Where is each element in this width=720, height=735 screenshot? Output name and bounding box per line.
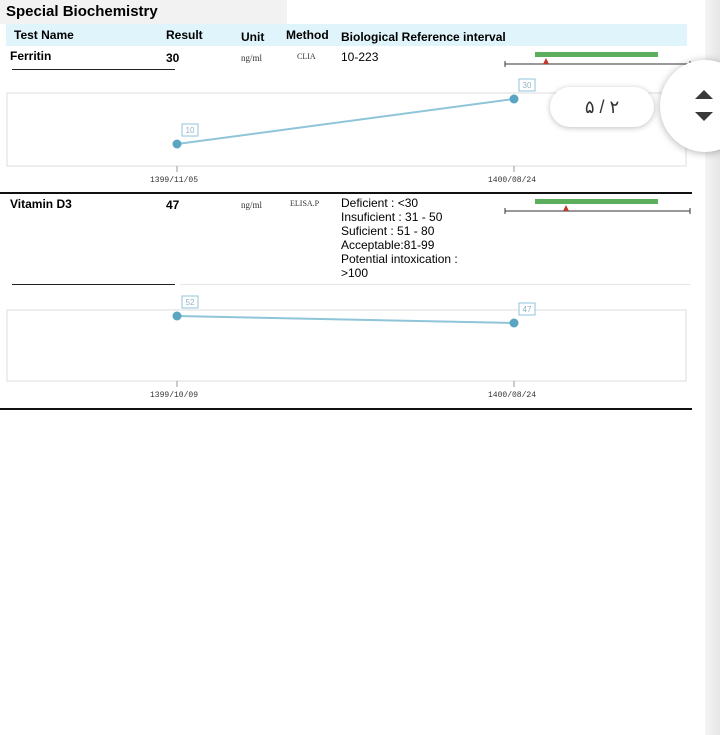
result-vitamin-d3: 47 [166, 198, 180, 212]
test-name-vitamin-d3: Vitamin D3 [10, 197, 72, 211]
data-point [510, 95, 519, 104]
svg-text:30: 30 [522, 81, 532, 90]
svg-text:47: 47 [522, 305, 532, 314]
page-indicator [550, 87, 654, 127]
header-unit: Unit [241, 30, 265, 44]
result-marker [563, 205, 569, 211]
trend-chart-vitamin-d3 [0, 290, 700, 395]
svg-text:10: 10 [185, 126, 195, 135]
row-divider [0, 408, 692, 410]
section-title: Special Biochemistry [6, 3, 158, 20]
date-label: 1400/08/24 [488, 176, 537, 185]
method-ferritin: CLIA [297, 52, 316, 61]
test-name-ferritin: Ferritin [10, 49, 52, 63]
data-label [182, 124, 198, 136]
header-result: Result [166, 28, 203, 42]
reference-line: Deficient : <30 [341, 196, 419, 210]
reference-line: Suficient : 51 - 80 [341, 224, 435, 238]
data-label [519, 303, 535, 315]
data-label [182, 296, 198, 308]
page-indicator-text: ۵ / ۲ [584, 96, 620, 117]
header-method: Method [286, 28, 329, 42]
reference-vitamin-d3 [341, 196, 458, 280]
normal-range-bar [535, 52, 658, 57]
reference-line: Insuficient : 31 - 50 [341, 210, 443, 224]
range-indicator-vitamin-d3 [500, 196, 695, 220]
normal-range-bar [535, 199, 658, 204]
reference-line: Acceptable:81-99 [341, 238, 435, 252]
data-point [173, 312, 182, 321]
header-test-name: Test Name [14, 28, 74, 42]
underline-ferritin [12, 69, 175, 70]
result-ferritin: 30 [166, 51, 180, 65]
range-indicator-ferritin [500, 48, 695, 72]
trend-line [177, 316, 514, 323]
reference-line: Potential intoxication : [341, 252, 458, 266]
date-label: 1399/10/09 [150, 391, 199, 400]
data-point [173, 140, 182, 149]
arrow-up-icon [695, 90, 713, 99]
arrow-down-icon [695, 112, 713, 121]
data-label [519, 79, 535, 91]
data-point [510, 319, 519, 328]
unit-vitamin-d3: ng/ml [241, 200, 263, 210]
scroll-arrows [692, 88, 716, 124]
row-separator [180, 284, 690, 285]
date-label: 1399/11/05 [150, 176, 199, 185]
trend-line [177, 99, 514, 144]
row-divider [0, 192, 692, 194]
method-vitamin-d3: ELISA.P [290, 199, 320, 208]
result-marker [543, 58, 549, 64]
chart-frame [7, 310, 686, 381]
date-label: 1400/08/24 [488, 391, 537, 400]
reference-ferritin: 10-223 [341, 50, 379, 64]
underline-vitamin-d3 [12, 284, 175, 285]
header-reference: Biological Reference interval [341, 30, 506, 44]
reference-line: >100 [341, 266, 369, 280]
svg-text:52: 52 [185, 298, 195, 307]
unit-ferritin: ng/ml [241, 53, 263, 63]
